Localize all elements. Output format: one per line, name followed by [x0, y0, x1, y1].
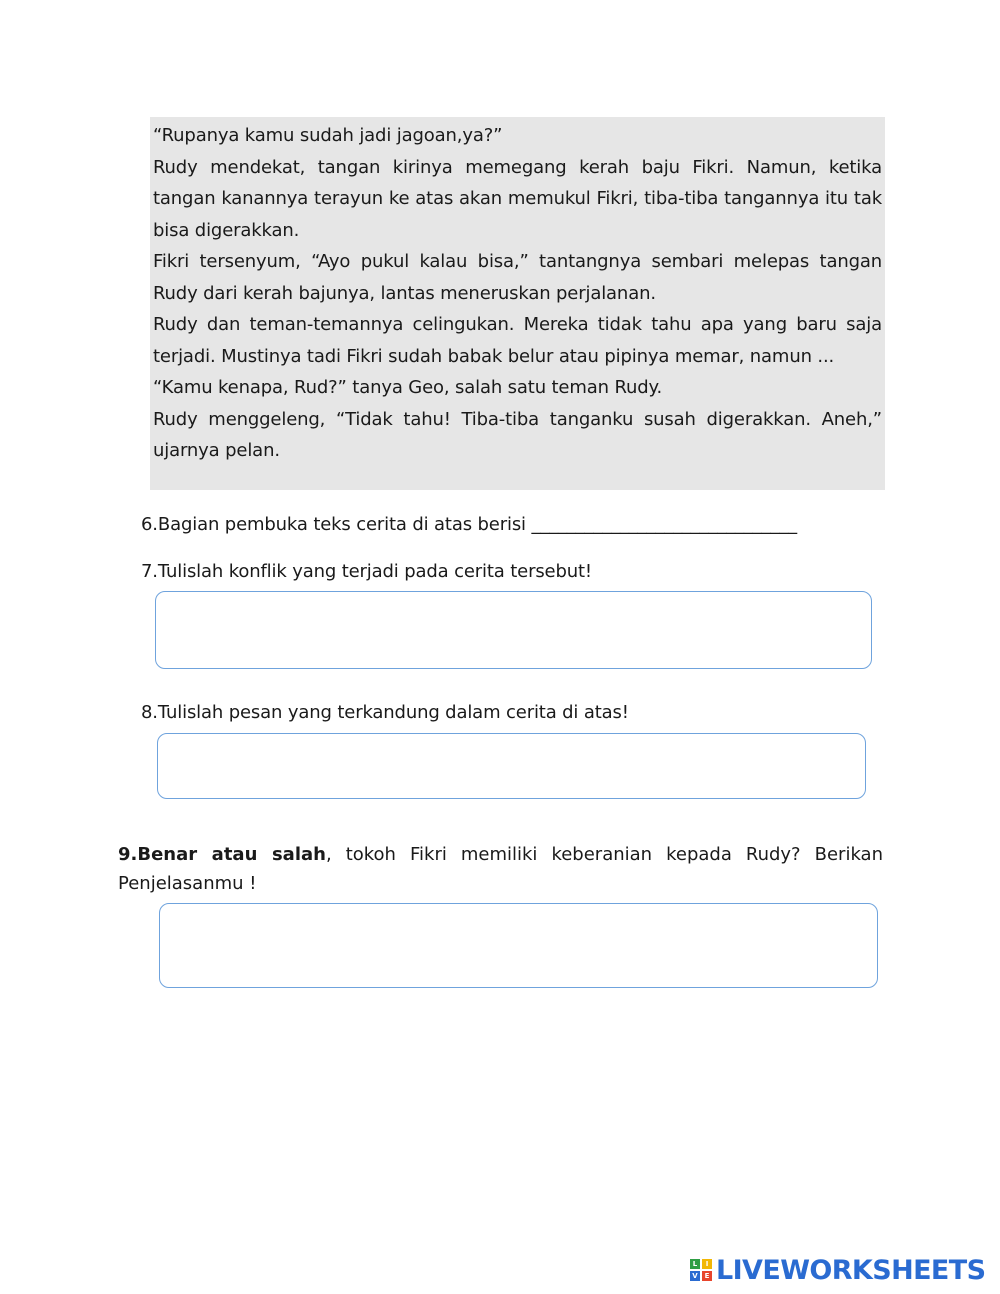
question-6: 6.Bagian pembuka teks cerita di atas berisi ______________________________: [141, 514, 797, 535]
question-8: 8.Tulislah pesan yang terkandung dalam cerita di atas!: [141, 702, 629, 723]
story-paragraph: “Kamu kenapa, Rud?” tanya Geo, salah satu teman Rudy.: [153, 377, 663, 398]
logo-cube: E: [702, 1271, 712, 1281]
story-paragraph: “Rupanya kamu sudah jadi jagoan,ya?”: [153, 125, 503, 146]
story-paragraph: Rudy dan teman-temannya celingukan. Mereka tidak tahu apa yang baru saja terjadi. Mustinya tadi Fikri sudah babak belur atau pipinya memar, namun ...: [153, 314, 882, 367]
answer-box-7[interactable]: [155, 591, 872, 669]
logo-cube: L: [690, 1259, 700, 1269]
logo-cube: I: [702, 1259, 712, 1269]
story-paragraph: Fikri tersenyum, “Ayo pukul kalau bisa,” tantangnya sembari melepas tangan Rudy dari kerah bajunya, lantas meneruskan perjalanan.: [153, 251, 882, 304]
question-9-bold: 9.Benar atau salah: [118, 844, 326, 865]
liveworksheets-logo: [690, 1253, 985, 1287]
answer-box-8[interactable]: [157, 733, 866, 799]
story-text-box: [150, 117, 885, 490]
question-9: [118, 840, 883, 898]
question-7: 7.Tulislah konflik yang terjadi pada cerita tersebut!: [141, 561, 592, 582]
logo-text: LIVEWORKSHEETS: [716, 1254, 986, 1286]
story-paragraph: Rudy mendekat, tangan kirinya memegang kerah baju Fikri. Namun, ketika tangan kanannya terayun ke atas akan memukul Fikri, tiba-tiba tangannya itu tak bisa digerakkan.: [153, 156, 882, 241]
story-paragraph: Rudy menggeleng, “Tidak tahu! Tiba-tiba tanganku susah digerakkan. Aneh,” ujarnya pelan.: [153, 408, 882, 461]
answer-box-9[interactable]: [159, 903, 878, 988]
logo-cubes-icon: [690, 1259, 712, 1281]
logo-cube: V: [690, 1271, 700, 1281]
question-9-text: , tokoh Fikri memiliki keberanian kepada Rudy? Berikan Penjelasanmu !: [118, 844, 883, 894]
